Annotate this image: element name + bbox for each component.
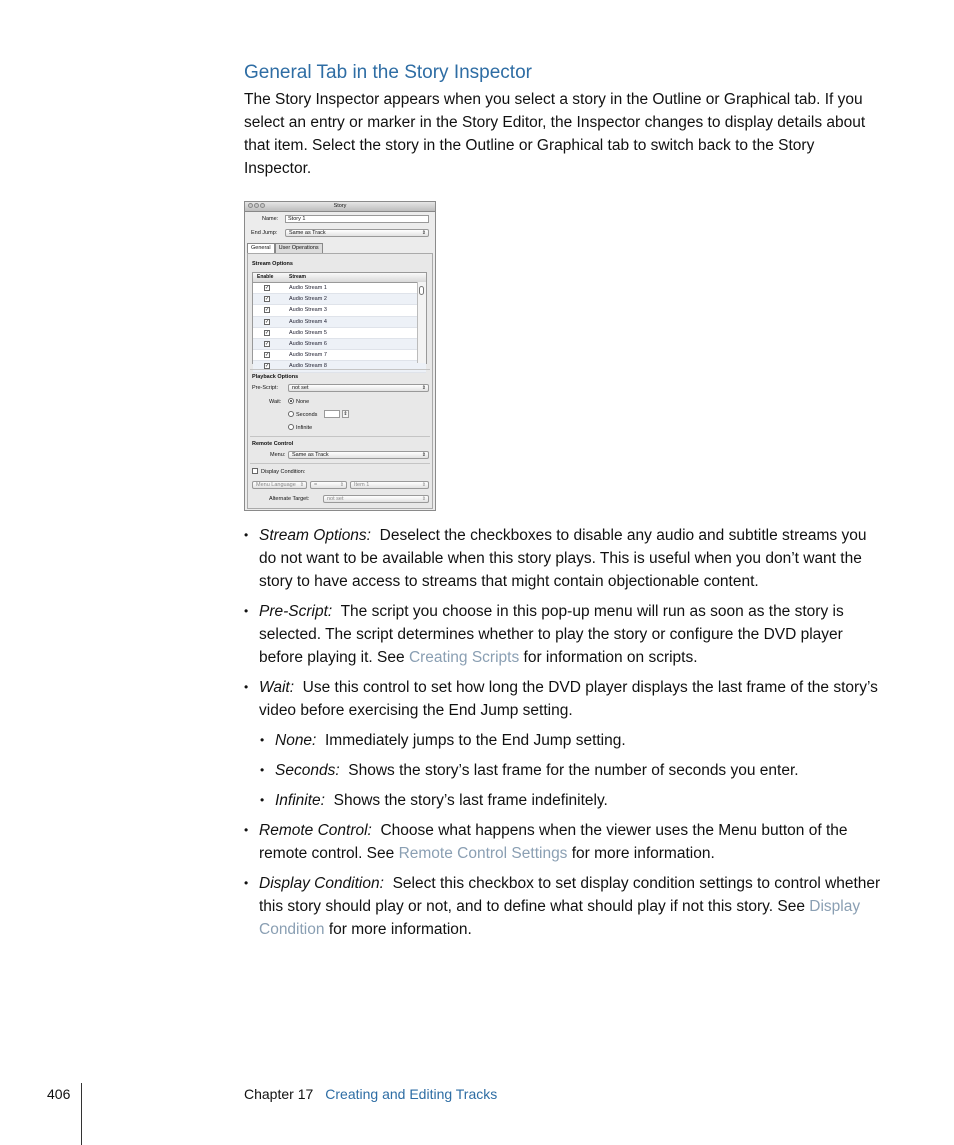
item-text: Deselect the checkboxes to disable any audio and subtitle streams you do not want to be available when this story plays. This is useful when you don’t want the story to have access to streams that might contain objectionable content. (259, 527, 867, 590)
condition-value-popup[interactable] (350, 481, 429, 489)
stream-name: Audio Stream 8 (289, 363, 327, 370)
popup-arrows-icon: ⇕ (421, 482, 426, 488)
list-item (244, 524, 884, 593)
playback-options-title: Playback Options (252, 374, 299, 380)
display-condition-label: Display Condition: (261, 469, 306, 475)
wait-seconds-label: Seconds (296, 412, 318, 418)
item-term: None: (275, 732, 317, 749)
item-term: Remote Control: (259, 822, 372, 839)
remote-control-settings-link[interactable]: Remote Control Settings (398, 845, 568, 862)
stream-enable-checkbox[interactable]: ✓ (265, 340, 270, 347)
item-text: for more information. (328, 921, 472, 938)
wait-infinite-label: Infinite (296, 425, 313, 431)
scrollbar-thumb[interactable] (419, 286, 424, 295)
column-stream[interactable]: Stream (289, 274, 306, 280)
wait-seconds-radio[interactable] (288, 411, 294, 417)
end-jump-popup[interactable] (285, 229, 429, 237)
footer-divider (81, 1083, 82, 1145)
pre-script-label: Pre-Script: (252, 385, 278, 391)
table-row[interactable] (253, 339, 426, 350)
wait-infinite-radio[interactable] (288, 424, 294, 430)
stream-enable-checkbox[interactable]: ✓ (265, 318, 270, 325)
table-row[interactable] (253, 294, 426, 305)
page-number: 406 (47, 1086, 71, 1102)
remote-control-title: Remote Control (252, 441, 294, 447)
general-pane (247, 253, 433, 509)
item-term: Infinite: (275, 792, 325, 809)
stream-table-scrollbar[interactable] (417, 282, 426, 363)
list-item (260, 759, 884, 782)
item-text: for information on scripts. (523, 649, 698, 666)
condition-operator-value: = (314, 482, 318, 488)
wait-none-label: None (296, 399, 310, 405)
name-field[interactable]: Story 1 (285, 215, 429, 223)
stream-table (252, 272, 427, 370)
table-row[interactable] (253, 350, 426, 361)
item-term: Display Condition: (259, 875, 384, 892)
stream-options-title: Stream Options (252, 261, 293, 267)
seconds-field[interactable] (324, 410, 340, 418)
intro-paragraph: The Story Inspector appears when you select a story in the Outline or Graphical tab. If you select an entry or marker in the Story Editor, the Inspector changes to display details about that item. Select the story in the Outline or Graphical tab to switch back to the Story Inspector. (244, 91, 866, 177)
chapter-label: Chapter 17 (244, 1086, 314, 1102)
divider (250, 463, 430, 464)
menu-label: Menu: (270, 452, 286, 458)
stream-rows (253, 283, 426, 373)
stream-name: Audio Stream 5 (289, 329, 327, 336)
stream-name: Audio Stream 7 (289, 352, 327, 359)
section-heading: General Tab in the Story Inspector (244, 62, 532, 83)
stream-name: Audio Stream 4 (289, 318, 327, 325)
wait-label: Wait: (269, 399, 282, 405)
table-row[interactable] (253, 305, 426, 316)
popup-arrows-icon: ⇕ (339, 482, 344, 488)
popup-arrows-icon: ⇕ (421, 385, 426, 391)
alternate-target-popup[interactable] (323, 495, 429, 503)
table-row[interactable] (253, 328, 426, 339)
condition-parameter-popup[interactable] (252, 481, 307, 489)
list-item (244, 819, 884, 865)
item-term: Pre-Script: (259, 603, 333, 620)
condition-parameter-value: Menu Language (256, 482, 296, 488)
name-label: Name: (262, 216, 279, 222)
stream-name: Audio Stream 6 (289, 340, 327, 347)
column-enable[interactable]: Enable (257, 274, 274, 280)
popup-arrows-icon: ⇕ (299, 482, 304, 488)
list-item (260, 789, 884, 812)
table-row[interactable] (253, 317, 426, 328)
item-term: Wait: (259, 679, 295, 696)
wait-none-radio[interactable] (288, 398, 294, 404)
item-text: Choose what happens when the viewer uses the Menu button of the remote control. See (259, 822, 848, 862)
end-jump-label: End Jump: (251, 230, 278, 236)
table-row[interactable] (253, 361, 426, 372)
stream-enable-checkbox[interactable]: ✓ (265, 296, 270, 303)
list-item (260, 729, 884, 752)
item-text: Shows the story’s last frame for the number of seconds you enter. (348, 762, 799, 779)
stream-enable-checkbox[interactable]: ✓ (265, 285, 270, 291)
alternate-target-value: not set (327, 496, 344, 502)
stream-enable-checkbox[interactable]: ✓ (265, 352, 270, 359)
menu-popup[interactable] (288, 451, 429, 459)
display-condition-checkbox[interactable] (252, 468, 258, 474)
stream-enable-checkbox[interactable]: ✓ (265, 307, 270, 314)
stream-name: Audio Stream 3 (289, 307, 327, 314)
stream-enable-checkbox[interactable]: ✓ (265, 329, 270, 336)
tab-general[interactable]: General (247, 243, 275, 254)
end-jump-value: Same as Track (289, 230, 326, 236)
divider (250, 436, 430, 437)
pre-script-popup[interactable] (288, 384, 429, 392)
menu-value: Same as Track (292, 452, 329, 458)
item-text: Shows the story’s last frame indefinitely. (333, 792, 608, 809)
window-titlebar (245, 202, 435, 212)
popup-arrows-icon: ⇕ (421, 230, 426, 236)
table-row[interactable] (253, 283, 426, 294)
condition-operator-popup[interactable] (310, 481, 347, 489)
seconds-stepper-icon[interactable]: ⇕ (343, 411, 348, 417)
stream-enable-checkbox[interactable]: ✓ (265, 363, 270, 370)
list-item (244, 676, 884, 722)
chapter-footer (244, 1086, 497, 1102)
stream-name: Audio Stream 2 (289, 296, 327, 303)
story-inspector-window (244, 201, 436, 511)
display-condition-link[interactable]: Display Condition (259, 898, 861, 938)
pre-script-value: not set (292, 385, 309, 391)
item-text: Use this control to set how long the DVD player displays the last frame of the story’s video before exercising the End Jump setting. (259, 679, 878, 719)
item-text: Immediately jumps to the End Jump setting. (325, 732, 626, 749)
item-text: for more information. (571, 845, 715, 862)
popup-arrows-icon: ⇕ (421, 496, 426, 502)
options-list (244, 524, 884, 948)
tab-user-operations[interactable]: User Operations (275, 243, 323, 254)
divider (250, 369, 430, 370)
popup-arrows-icon: ⇕ (421, 452, 426, 458)
condition-value: Item 1 (354, 482, 370, 488)
chapter-title: Creating and Editing Tracks (325, 1086, 498, 1102)
creating-scripts-link[interactable]: Creating Scripts (408, 649, 520, 666)
item-text: The script you choose in this pop-up menu will run as soon as the story is selected. The script determines whether to play the story or configure the DVD player before playing it. See (259, 603, 844, 666)
list-item (244, 872, 884, 941)
stream-name: Audio Stream 1 (289, 285, 327, 291)
stream-table-header (253, 273, 426, 283)
item-term: Seconds: (275, 762, 340, 779)
item-text: Select this checkbox to set display condition settings to control whether this story should play or not, and to define what should play if not this story. See (259, 875, 881, 915)
alternate-target-label: Alternate Target: (269, 496, 310, 502)
item-term: Stream Options: (259, 527, 371, 544)
window-title: Story (333, 203, 347, 209)
list-item (244, 600, 884, 669)
